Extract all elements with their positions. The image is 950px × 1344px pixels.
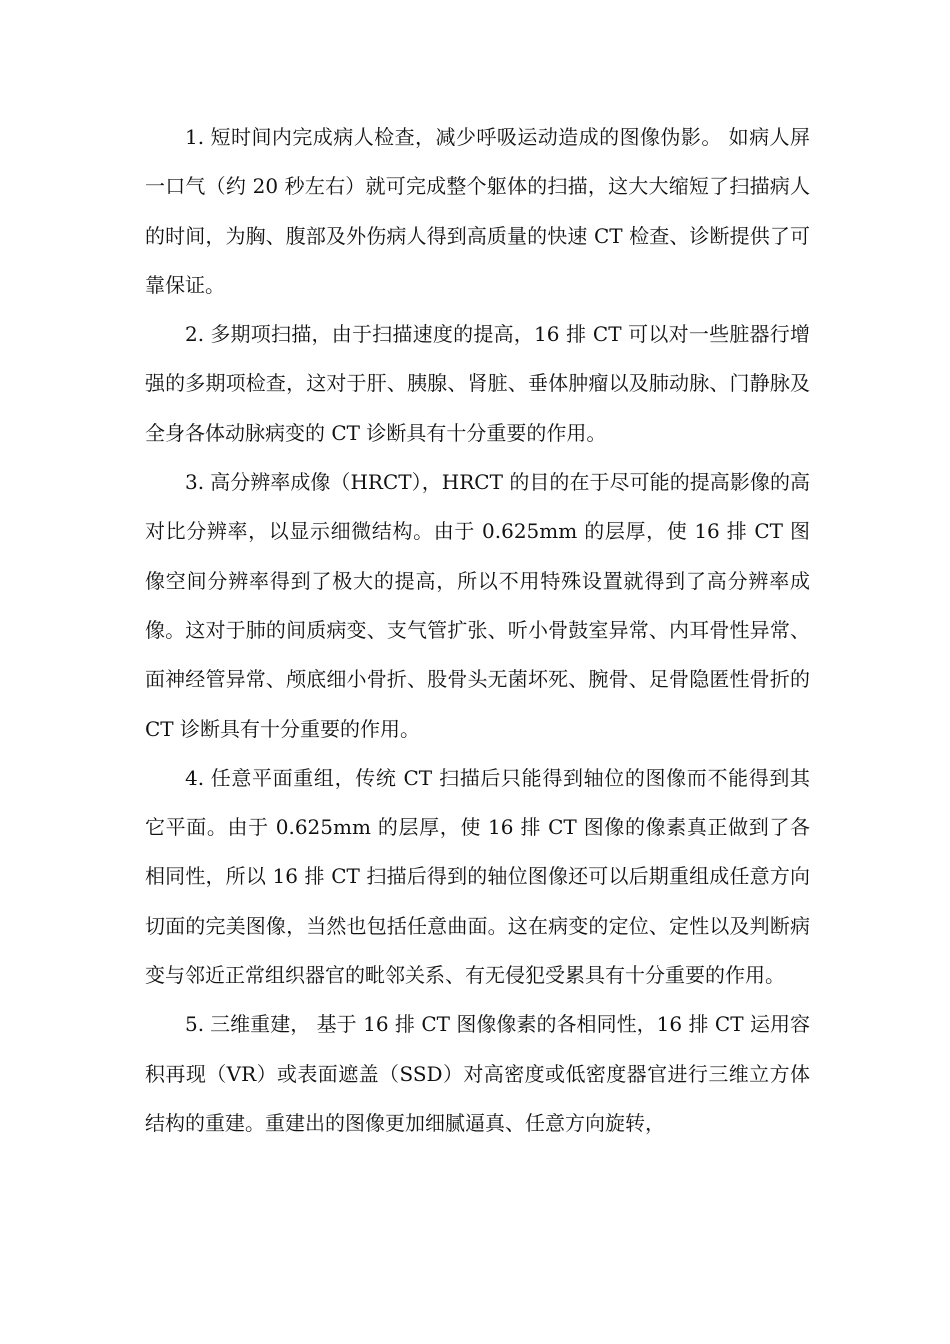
paragraph-4 [145,754,810,1000]
paragraph-text: 任意平面重组，传统 CT 扫描后只能得到轴位的图像而不能得到其它平面。由于 0.625mm 的层厚，使 16 排 CT 图像的像素真正做到了各相同性，所以 16 排 CT 扫描后得到的轴位图像还可以后期重组成任意方向切面的完美图像，当然也包括任意曲面。这在病变的定位、定性以及判断病变与邻近正常组织器官的毗邻关系、有无侵犯受累具有十分重要的作用。 [145,765,810,988]
paragraph-number: 1. [185,125,205,149]
paragraph-1 [145,113,810,310]
paragraph-2 [145,310,810,458]
paragraph-5 [145,1000,810,1148]
paragraph-number: 3. [185,470,205,495]
paragraph-3 [145,458,810,754]
document-body [145,113,810,1148]
paragraph-text: 三维重建， 基于 16 排 CT 图像像素的各相同性，16 排 CT 运用容积再现（VR）或表面遮盖（SSD）对高密度或低密度器官进行三维立方体结构的重建。重建出的图像更加细腻逼真、任意方向旋转， [145,1012,810,1135]
paragraph-text: 高分辨率成像（HRCT），HRCT 的目的在于尽可能的提高影像的高对比分辨率，以显示细微结构。由于 0.625mm 的层厚，使 16 排 CT 图像空间分辨率得到了极大的提高，所以不用特殊设置就得到了高分辨率成像。这对于肺的间质病变、支气管扩张、听小骨鼓室异常、内耳骨性异常、面神经管异常、颅底细小骨折、股骨头无菌坏死、腕骨、足骨隐匿性骨折的 CT 诊断具有十分重要的作用。 [145,470,810,741]
paragraph-text: 多期项扫描，由于扫描速度的提高，16 排 CT 可以对一些脏器行增强的多期项检查，这对于肝、胰腺、肾脏、垂体肿瘤以及肺动脉、门静脉及全身各体动脉病变的 CT 诊断具有十分重要的作用。 [145,322,810,445]
paragraph-text: 短时间内完成病人检查，减少呼吸运动造成的图像伪影。 如病人屏一口气（约 20 秒左右）就可完成整个躯体的扫描，这大大缩短了扫描病人的时间，为胸、腹部及外伤病人得到高质量的快速 CT 检查、诊断提供了可靠保证。 [145,125,810,297]
paragraph-number: 5. [185,1012,205,1037]
paragraph-number: 4. [185,765,205,790]
paragraph-number: 2. [185,322,205,347]
